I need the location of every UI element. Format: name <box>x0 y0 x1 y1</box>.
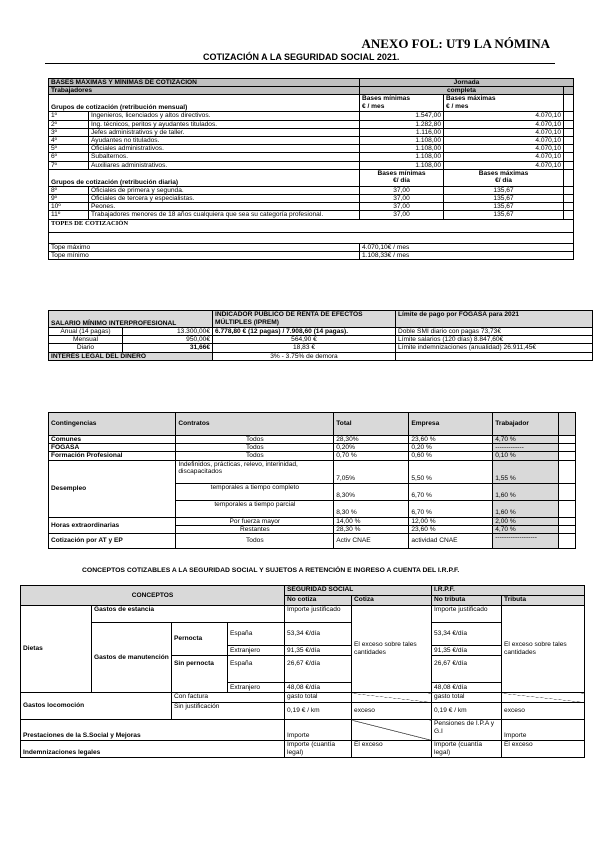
base-min: 37,00 <box>360 195 444 203</box>
grupo-description: Oficiales administrativos. <box>89 145 360 153</box>
trabajador-value: 4,70 % <box>493 525 558 533</box>
ss-prestaciones-importe: Importe <box>285 720 352 741</box>
unit-dia: €/ día <box>495 177 512 185</box>
contingencias-table <box>48 412 576 549</box>
base-min: 37,00 <box>360 203 444 211</box>
empty-cell <box>558 483 575 500</box>
bases-row <box>49 128 574 136</box>
iprem-value: 6.778,80 € (12 pagas) / 7.908,60 (14 pagas). <box>213 328 396 336</box>
trabajador-value: 0,10 % <box>493 452 558 460</box>
jornada-header: Jornada <box>360 79 574 87</box>
base-max: 4.070,10 <box>444 161 564 169</box>
base-min: 1.108,00 <box>360 161 444 169</box>
smi-row <box>49 328 593 336</box>
irpf-sin-pernocta-espana: 26,67 €/día <box>432 656 502 683</box>
contingencia-label: Horas extraordinarias <box>49 517 176 533</box>
grupo-description: Oficiales de tercera y especialistas. <box>89 195 360 203</box>
bases-row <box>49 211 574 219</box>
base-max: 4.070,10 <box>444 153 564 161</box>
grupo-description: Jefes administrativos y de taller. <box>89 128 360 136</box>
empresa-value: 12,00 % <box>409 517 493 525</box>
empty-cell <box>558 534 575 549</box>
base-max: 4.070,10 <box>444 120 564 128</box>
sin-justificacion-label: Sin justificación <box>172 703 285 720</box>
contratos-header: Contratos <box>176 413 334 436</box>
bases-title: BASES MÁXIMAS Y MÍNIMAS DE COTIZACIÓN <box>49 79 360 87</box>
conceptos-header: CONCEPTOS <box>21 586 285 606</box>
tributa-header: Tributa <box>502 596 585 606</box>
cotiza-header: Cotiza <box>352 596 432 606</box>
ss-header: SEGURIDAD SOCIAL <box>285 586 432 596</box>
contingencia-row <box>49 436 576 444</box>
contrato-label: Indefinidos, prácticas, relevo, interinidad, discapacitados <box>176 460 334 483</box>
total-header: Total <box>334 413 409 436</box>
base-max: 135,67 <box>444 203 564 211</box>
empresa-value: 0,20 % <box>409 444 493 452</box>
empty-cell <box>564 112 574 120</box>
base-max: 4.070,10 <box>444 112 564 120</box>
bases-row <box>49 120 574 128</box>
total-value: 0,20% <box>334 444 409 452</box>
ss-pernocta-espana: 53,34 €/día <box>285 623 352 646</box>
contingencias-header: Contingencias <box>49 413 176 436</box>
empresa-value: 23,60 % <box>409 525 493 533</box>
iprem-value: 18,83 € <box>213 344 396 352</box>
ss-indemn-importe: Importe (cuantía legal) <box>285 741 352 758</box>
base-min: 37,00 <box>360 211 444 219</box>
irpf-exceso-sobre: El exceso sobre tales cantidades <box>502 606 585 693</box>
grupo-number: 4º <box>49 137 89 145</box>
ss-prestaciones-diagonal <box>352 720 432 741</box>
contingencia-label: Formación Profesional <box>49 452 176 460</box>
fogasa-value: Límite indemnizaciones (anualidad) 26.911,45€ <box>396 344 593 352</box>
empresa-header: Empresa <box>409 413 493 436</box>
base-min: 1.282,80 <box>360 120 444 128</box>
gastos-locomocion-label: Gastos locomoción <box>21 693 172 720</box>
base-max: 135,67 <box>444 211 564 219</box>
irpf-prestaciones-importe: Importe <box>502 720 585 741</box>
total-value: 8,30% <box>334 483 409 500</box>
contingencia-row <box>49 517 576 525</box>
base-min: 1.108,00 <box>360 145 444 153</box>
contrato-label: Restantes <box>176 525 334 533</box>
grupos-diaria-header: Grupos de cotización (retribución diaria) <box>49 169 360 186</box>
base-min: 37,00 <box>360 186 444 194</box>
bases-row <box>49 186 574 194</box>
total-value: 28,30 % <box>334 525 409 533</box>
trabajador-header: Trabajador <box>493 413 558 436</box>
grupo-number: 11º <box>49 211 89 219</box>
grupo-number: 6º <box>49 153 89 161</box>
base-min: 1.108,00 <box>360 137 444 145</box>
irpf-header: I.R.P.F. <box>432 586 585 596</box>
base-max: 4.070,10 <box>444 128 564 136</box>
ss-exceso: exceso <box>352 703 432 720</box>
empty-cell <box>564 195 574 203</box>
smi-table <box>48 310 593 361</box>
contingencia-label: Cotización por AT y EP <box>49 534 176 549</box>
grupo-description: Ing. técnicos, peritos y ayudantes titulados. <box>89 120 360 128</box>
contingencia-row <box>49 460 576 483</box>
base-max: 4.070,10 <box>444 137 564 145</box>
grupo-description: Auxiliares administrativos. <box>89 161 360 169</box>
grupo-description: Trabajadores menores de 18 años cualquiera que sea su categoría profesional. <box>89 211 360 219</box>
ss-indemn-exceso: El exceso <box>352 741 432 758</box>
trabajador-value: 1,60 % <box>493 483 558 500</box>
grupo-number: 10º <box>49 203 89 211</box>
ss-exceso-sobre: El exceso sobre tales cantidades <box>352 606 432 693</box>
bases-max-header: Bases máximas <box>446 95 496 103</box>
empty-cell <box>564 211 574 219</box>
empty-cell <box>558 452 575 460</box>
pernocta-espana-label: España <box>228 623 285 646</box>
smi-value: 950,00€ <box>123 336 213 344</box>
contrato-label: Por fuerza mayor <box>176 517 334 525</box>
grupo-number: 5º <box>49 145 89 153</box>
empty-cell <box>564 120 574 128</box>
fogasa-value: Límite salarios (120 días) 8.847,60€ <box>396 336 593 344</box>
trabajador-value: 1,55 % <box>493 460 558 483</box>
iprem-title: INDICADOR PÚBLICO DE RENTA DE EFECTOS MÚLTIPLES (IPREM) <box>213 311 396 328</box>
empresa-value: actividad CNAE <box>409 534 493 549</box>
contrato-label: temporales a tiempo completo <box>176 483 334 500</box>
irpf-pernocta-espana: 53,34 €/día <box>432 623 502 646</box>
dietas-label: Dietas <box>21 606 92 693</box>
fogasa-value: Doble SMI diario con pagas 73,73€ <box>396 328 593 336</box>
base-max: 135,67 <box>444 195 564 203</box>
ss-sin-pernocta-extranjero: 48,08 €/día <box>285 683 352 693</box>
contingencia-label: Desempleo <box>49 460 176 517</box>
fogasa-title: Límite de pago por FOGASA para 2021 <box>396 311 593 328</box>
smi-value: 31,66€ <box>123 344 213 352</box>
contrato-label: Todos <box>176 534 334 549</box>
ss-sin-pernocta-espana: 26,67 €/día <box>285 656 352 683</box>
grupos-mensual-header: Grupos de cotización (retribución mensual) <box>49 95 360 112</box>
grupo-number: 7º <box>49 161 89 169</box>
grupo-number: 2º <box>49 120 89 128</box>
empresa-value: 23,60 % <box>409 436 493 444</box>
tope-max-value: 4.070,10€ / mes <box>360 243 574 251</box>
contingencia-row <box>49 452 576 460</box>
smi-row <box>49 336 593 344</box>
grupo-description: Peones. <box>89 203 360 211</box>
irpf-km: 0,19 € / km <box>432 703 502 720</box>
grupo-description: Subalternos. <box>89 153 360 161</box>
base-min: 1.108,00 <box>360 153 444 161</box>
total-value: Activ CNAE <box>334 534 409 549</box>
unit-dia: €/ día <box>393 177 410 185</box>
smi-row <box>49 344 593 352</box>
empresa-value: 0,60 % <box>409 452 493 460</box>
bases-min-dia-header: Bases mínimas <box>377 169 426 177</box>
interes-value: 3% - 3.75% de demora <box>213 352 396 360</box>
total-value: 7,05% <box>334 460 409 483</box>
irpf-exceso: exceso <box>502 703 585 720</box>
irpf-indemn-importe: Importe (cuantía legal) <box>432 741 502 758</box>
smi-label: Mensual <box>49 336 123 344</box>
contingencia-row <box>49 444 576 452</box>
irpf-pensiones: Pensiones de I.P.A y G.I <box>432 720 502 741</box>
trabajador-value: ------------- <box>493 444 558 452</box>
base-max: 135,67 <box>444 186 564 194</box>
no-cotiza-header: No cotiza <box>285 596 352 606</box>
empty-cell <box>558 436 575 444</box>
contingencia-row <box>49 534 576 549</box>
gastos-manutencion-label: Gastos de manutención <box>92 623 172 693</box>
bases-row <box>49 153 574 161</box>
pernocta-extranjero-label: Extranjero <box>228 646 285 656</box>
irpf-indemn-exceso: El exceso <box>502 741 585 758</box>
iprem-value: 564,90 € <box>213 336 396 344</box>
sin-pernocta-extranjero-label: Extranjero <box>228 683 285 693</box>
grupo-number: 1º <box>49 112 89 120</box>
interes-label: INTERÉS LEGAL DEL DINERO <box>49 352 213 360</box>
ss-gasto-total: gasto total <box>285 693 352 703</box>
empty-cell <box>564 186 574 194</box>
tope-min-value: 1.108,33€ / mes <box>360 251 574 259</box>
contrato-label: Todos <box>176 452 334 460</box>
bases-max-dia-header: Bases máximas <box>478 169 529 177</box>
bases-row <box>49 195 574 203</box>
empty-cell <box>558 525 575 533</box>
irpf-sin-pernocta-extranjero: 48,08 €/día <box>432 683 502 693</box>
bases-row <box>49 203 574 211</box>
con-factura-label: Con factura <box>172 693 285 703</box>
contingencia-label: Comunes <box>49 436 176 444</box>
sin-pernocta-label: Sin pernocta <box>172 656 228 693</box>
bases-row <box>49 112 574 120</box>
trabajador-value: 1,60 % <box>493 500 558 517</box>
ss-pernocta-extranjero: 91,35 €/día <box>285 646 352 656</box>
smi-label: Diario <box>49 344 123 352</box>
prestaciones-label: Prestaciones de la S.Social y Mejoras <box>21 720 285 741</box>
page-subtitle: COTIZACIÓN A LA SEGURIDAD SOCIAL 2021. <box>203 52 400 62</box>
title-divider <box>45 63 555 64</box>
no-tributa-header: No tributa <box>432 596 502 606</box>
contrato-label: Todos <box>176 444 334 452</box>
irpf-importe-justificado: Importe justificado <box>432 606 502 623</box>
topes-spacer <box>49 232 574 243</box>
ss-locomocion-diagonal <box>352 693 432 703</box>
contrato-label: Todos <box>176 436 334 444</box>
grupo-description: Ayudantes no titulados. <box>89 137 360 145</box>
smi-value: 13.300,00€ <box>123 328 213 336</box>
total-value: 8,30 % <box>334 500 409 517</box>
grupo-description: Ingenieros, licenciados y altos directivos. <box>89 112 360 120</box>
bases-min-header: Bases mínimas <box>362 95 411 103</box>
irpf-locomocion-diagonal <box>502 693 585 703</box>
smi-label: Anual (14 pagas) <box>49 328 123 336</box>
empty-cell <box>564 137 574 145</box>
bases-row <box>49 137 574 145</box>
empresa-value: 5,50 % <box>409 460 493 483</box>
topes-title: TOPES DE COTIZACIÓN <box>49 219 574 232</box>
base-min: 1.116,00 <box>360 128 444 136</box>
contrato-label: temporales a tiempo parcial <box>176 500 334 517</box>
sin-pernocta-espana-label: España <box>228 656 285 683</box>
unit-mes: € / mes <box>362 102 385 110</box>
ss-importe-justificado: Importe justificado <box>285 606 352 623</box>
indemnizaciones-label: Indemnizaciones legales <box>21 741 285 758</box>
tope-max-label: Tope máximo <box>49 243 360 251</box>
bases-row <box>49 145 574 153</box>
bases-row <box>49 161 574 169</box>
grupo-number: 8º <box>49 186 89 194</box>
irpf-pernocta-extranjero: 91,35 €/día <box>432 646 502 656</box>
ss-km: 0,19 € / km <box>285 703 352 720</box>
pernocta-label: Pernocta <box>172 623 228 656</box>
irpf-gasto-total: gasto total <box>432 693 502 703</box>
empty-cell <box>564 161 574 169</box>
trabajador-value: ------------------- <box>493 534 558 549</box>
total-value: 14,00 % <box>334 517 409 525</box>
empty-cell <box>558 500 575 517</box>
unit-mes: € / mes <box>446 102 469 110</box>
empty-cell <box>558 444 575 452</box>
grupo-number: 9º <box>49 195 89 203</box>
grupo-description: Oficiales de primera y segunda. <box>89 186 360 194</box>
bases-table <box>48 78 574 260</box>
trabajadores-header: Trabajadores <box>49 87 360 95</box>
empty-cell <box>558 460 575 483</box>
conceptos-heading: CONCEPTOS COTIZABLES A LA SEGURIDAD SOCIAL Y SUJETOS A RETENCIÓN E INGRESO A CUENTA DEL I.R.P.F. <box>82 567 460 574</box>
base-min: 1.547,00 <box>360 112 444 120</box>
empresa-value: 6,70 % <box>409 483 493 500</box>
empty-cell <box>564 153 574 161</box>
smi-title: SALARIO MÍNIMO INTERPROFESIONAL <box>49 311 213 328</box>
base-max: 4.070,10 <box>444 145 564 153</box>
trabajador-value: 4,70 % <box>493 436 558 444</box>
tope-min-label: Tope mínimo <box>49 251 360 259</box>
contingencia-label: FOGASA <box>49 444 176 452</box>
gastos-estancia-label: Gastos de estancia <box>92 606 285 623</box>
trabajador-value: 2,00 % <box>493 517 558 525</box>
empty-cell <box>564 145 574 153</box>
page-title: ANEXO FOL: UT9 LA NÓMINA <box>361 36 550 51</box>
empty-cell <box>564 203 574 211</box>
empty-cell <box>564 128 574 136</box>
empty-cell <box>558 517 575 525</box>
total-value: 28,30% <box>334 436 409 444</box>
grupo-number: 3º <box>49 128 89 136</box>
completa-header: completa <box>360 87 564 95</box>
conceptos-table <box>20 585 585 758</box>
empresa-value: 6,70 % <box>409 500 493 517</box>
total-value: 0,70 % <box>334 452 409 460</box>
